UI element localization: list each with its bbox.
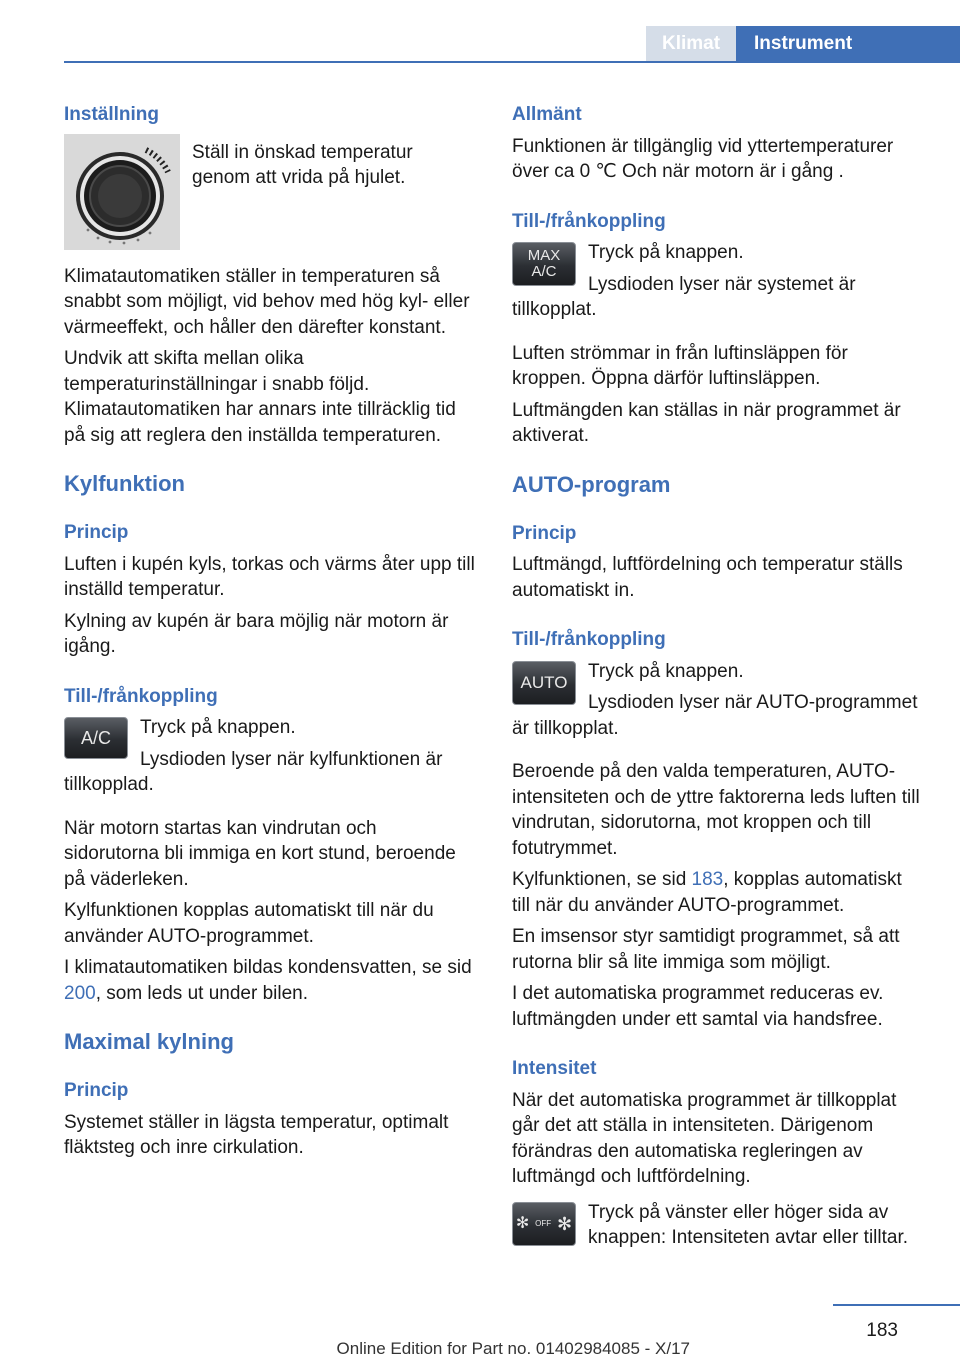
- edition-footer: Online Edition for Part no. 01402984085 - X/17: [336, 1339, 690, 1358]
- paragraph: Kylfunktionen kopplas automatiskt till när du använder AUTO-programmet.: [64, 900, 434, 947]
- kylfunktion-heading: Kylfunktion: [64, 471, 185, 496]
- paragraph: Klimatautomatiken ställer in temperaturen så snabbt som möjligt, vid behov med hög kyl- eller värmeeffekt, och håller den därefter konstant.: [64, 265, 470, 338]
- page-link-183[interactable]: 183: [691, 869, 724, 890]
- max-ac-label-top: MAX: [527, 247, 561, 264]
- intensity-instruction: Tryck på vänster eller höger sida av knappen: Intensiteten avtar eller tilltar.: [588, 1201, 909, 1248]
- ac-button-icon: [64, 717, 128, 759]
- paragraph: När det automatiska programmet är tillkopplat går det att ställa in intensiteten. Därigenom förändras den automatiska regleringen av luftmängd och luftfördelning.: [512, 1089, 897, 1187]
- max-princip-heading: Princip: [64, 1080, 129, 1101]
- max-ac-label-bottom: A/C: [531, 263, 557, 280]
- till-fran-heading: Till-/frånkoppling: [512, 210, 666, 232]
- maxac-led-text: Lysdioden lyser när systemet är tillkopplat.: [512, 273, 856, 320]
- page-link-200[interactable]: 200: [64, 982, 96, 1004]
- paragraph: I det automatiska programmet reduceras ev. luftmängden under ett samtal via handsfree.: [512, 983, 884, 1030]
- tab-instrument[interactable]: Instrument: [736, 26, 960, 62]
- intensitet-heading: Intensitet: [512, 1058, 597, 1079]
- till-fran-heading: Till-/frånkoppling: [512, 629, 666, 650]
- footer-rule: [833, 1304, 960, 1306]
- paragraph: I klimatautomatiken bildas kondensvatten, se sid 200, som leds ut under bilen.: [64, 957, 472, 1004]
- intensity-figure-row: [512, 1200, 924, 1257]
- fan-large-icon: ✻: [556, 1213, 573, 1234]
- max-ac-button-icon: [512, 242, 576, 286]
- auto-button-label: AUTO: [520, 672, 568, 692]
- fan-small-icon: ✻: [515, 1214, 530, 1232]
- header-rule: [64, 61, 960, 63]
- paragraph: Undvik att skifta mellan olika temperaturinställningar i snabb följd. Klimatautomatiken har annars inte tillräcklig tid på sig att reglera den inställda temperaturen.: [64, 348, 456, 446]
- auto-program-heading: AUTO-program: [512, 471, 671, 497]
- paragraph: När motorn startas kan vindrutan och sidorutorna bli immiga en kort stund, beroende på väderleken.: [64, 817, 456, 890]
- ac-instruction: Tryck på knappen.: [140, 717, 296, 738]
- auto-instruction: Tryck på knappen.: [588, 660, 744, 682]
- knob-figure-row: [64, 134, 476, 250]
- paragraph: Systemet ställer in lägsta temperatur, optimalt fläktsteg och inre cirkulation.: [64, 1111, 449, 1158]
- paragraph: Luften i kupén kyls, torkas och värms åter upp till inställd temperatur.: [64, 553, 475, 600]
- princip-heading: Princip: [64, 522, 129, 543]
- paragraph: Funktionen är tillgänglig vid yttertemperaturer över ca 0 ℃ Och när motorn är i gång .: [512, 135, 894, 182]
- paragraph: Luften strömmar in från luftinsläppen för kroppen. Öppna därför luftinsläppen.: [512, 342, 848, 389]
- left-column: [64, 102, 476, 1167]
- paragraph: En imsensor styr samtidigt programmet, så att rutorna blir så lite immiga som möjligt.: [512, 926, 900, 973]
- paragraph: Beroende på den valda temperaturen, AUTO-intensiteten och de yttre faktorerna leds luften till vindrutan, sidorutorna, mot kroppen och till fotutrymmet.: [512, 761, 920, 859]
- right-column: [512, 102, 924, 1257]
- maxac-figure-row: [512, 240, 924, 329]
- temperature-knob-icon: [64, 134, 180, 250]
- temperature-knob-image: [64, 134, 180, 250]
- allmant-heading: Allmänt: [512, 104, 582, 125]
- page-number: 183: [866, 1320, 898, 1341]
- ac-button-label: A/C: [80, 728, 111, 748]
- maxac-instruction: Tryck på knappen.: [588, 242, 744, 263]
- ac-figure-row: [64, 715, 476, 804]
- paragraph: Kylning av kupén är bara möjlig när motorn är igång.: [64, 610, 449, 657]
- auto-led-text: Lysdioden lyser när AUTO-programmet är tillkopplat.: [512, 692, 918, 739]
- till-fran-heading: Till-/frånkoppling: [64, 685, 218, 707]
- ac-led-text: Lysdioden lyser när kylfunktionen är tillkopplad.: [64, 748, 443, 795]
- off-label: OFF: [535, 1218, 552, 1228]
- header-tabs: [646, 26, 960, 62]
- auto-princip-heading: Princip: [512, 522, 577, 544]
- paragraph: Luftmängd, luftfördelning och temperatur ställs automatiskt in.: [512, 554, 903, 601]
- auto-figure-row: [512, 659, 924, 748]
- paragraph: Kylfunktionen, se sid 183, kopplas automatiskt till när du använder AUTO-programmet.: [512, 869, 902, 916]
- paragraph: Luftmängden kan ställas in när programmet är aktiverat.: [512, 399, 901, 446]
- installning-heading: Inställning: [64, 104, 159, 125]
- maximal-kylning-heading: Maximal kylning: [64, 1029, 234, 1054]
- installning-text: Ställ in önskad temperatur genom att vrida på hjulet.: [192, 141, 413, 188]
- intensity-button-icon: [512, 1202, 576, 1246]
- tab-klimat[interactable]: Klimat: [646, 26, 736, 62]
- auto-button-icon: [512, 661, 576, 705]
